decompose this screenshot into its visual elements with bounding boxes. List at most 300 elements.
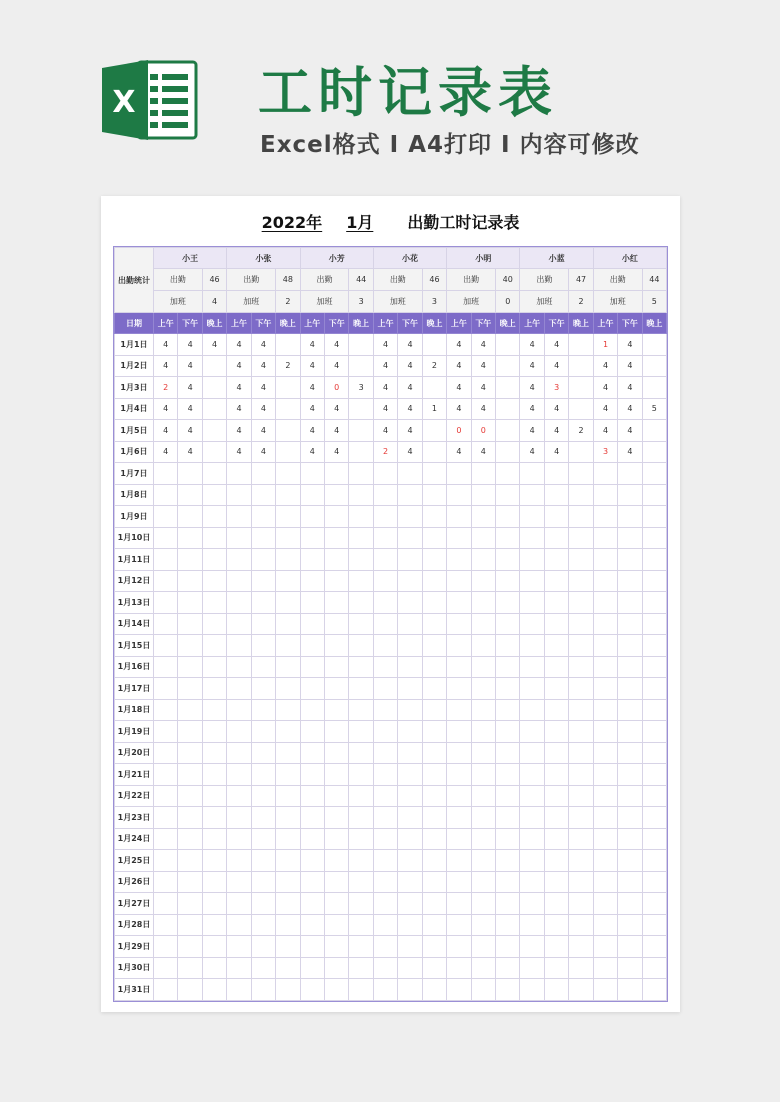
hour-cell[interactable] <box>618 592 642 614</box>
hour-cell[interactable] <box>373 506 397 528</box>
hour-cell[interactable] <box>422 678 446 700</box>
hour-cell[interactable]: 4 <box>154 355 178 377</box>
hour-cell[interactable]: 4 <box>251 398 275 420</box>
hour-cell[interactable] <box>422 549 446 571</box>
hour-cell[interactable] <box>349 678 373 700</box>
hour-cell[interactable] <box>398 506 422 528</box>
hour-cell[interactable] <box>642 807 666 829</box>
hour-cell[interactable] <box>471 957 495 979</box>
hour-cell[interactable] <box>471 785 495 807</box>
hour-cell[interactable] <box>471 549 495 571</box>
hour-cell[interactable] <box>544 850 568 872</box>
hour-cell[interactable] <box>544 721 568 743</box>
hour-cell[interactable] <box>227 484 251 506</box>
hour-cell[interactable]: 4 <box>325 420 349 442</box>
hour-cell[interactable] <box>227 613 251 635</box>
hour-cell[interactable] <box>373 549 397 571</box>
hour-cell[interactable] <box>593 463 617 485</box>
hour-cell[interactable] <box>398 742 422 764</box>
hour-cell[interactable] <box>300 871 324 893</box>
hour-cell[interactable] <box>496 699 520 721</box>
hour-cell[interactable] <box>325 592 349 614</box>
hour-cell[interactable]: 4 <box>178 398 202 420</box>
hour-cell[interactable] <box>154 484 178 506</box>
hour-cell[interactable] <box>373 742 397 764</box>
hour-cell[interactable] <box>154 785 178 807</box>
hour-cell[interactable] <box>520 699 544 721</box>
hour-cell[interactable] <box>569 807 593 829</box>
hour-cell[interactable] <box>496 914 520 936</box>
hour-cell[interactable] <box>300 613 324 635</box>
hour-cell[interactable] <box>569 957 593 979</box>
hour-cell[interactable] <box>520 592 544 614</box>
hour-cell[interactable]: 4 <box>593 355 617 377</box>
hour-cell[interactable] <box>373 699 397 721</box>
attend-total[interactable]: 48 <box>276 269 300 291</box>
hour-cell[interactable] <box>349 549 373 571</box>
hour-cell[interactable] <box>300 893 324 915</box>
hour-cell[interactable] <box>276 635 300 657</box>
hour-cell[interactable] <box>349 441 373 463</box>
hour-cell[interactable] <box>398 893 422 915</box>
hour-cell[interactable] <box>373 893 397 915</box>
hour-cell[interactable] <box>422 893 446 915</box>
worker-name[interactable]: 小张 <box>227 248 300 269</box>
hour-cell[interactable] <box>276 678 300 700</box>
hour-cell[interactable] <box>569 828 593 850</box>
hour-cell[interactable] <box>178 893 202 915</box>
hour-cell[interactable] <box>471 635 495 657</box>
hour-cell[interactable] <box>642 635 666 657</box>
hour-cell[interactable] <box>227 592 251 614</box>
hour-cell[interactable] <box>496 742 520 764</box>
hour-cell[interactable] <box>251 742 275 764</box>
hour-cell[interactable] <box>447 527 471 549</box>
hour-cell[interactable]: 3 <box>349 377 373 399</box>
hour-cell[interactable]: 4 <box>447 441 471 463</box>
hour-cell[interactable] <box>251 549 275 571</box>
hour-cell[interactable] <box>593 936 617 958</box>
hour-cell[interactable] <box>447 850 471 872</box>
hour-cell[interactable] <box>202 721 226 743</box>
hour-cell[interactable] <box>618 699 642 721</box>
hour-cell[interactable] <box>276 463 300 485</box>
hour-cell[interactable] <box>618 656 642 678</box>
hour-cell[interactable] <box>398 936 422 958</box>
hour-cell[interactable] <box>349 850 373 872</box>
hour-cell[interactable] <box>569 850 593 872</box>
hour-cell[interactable] <box>398 957 422 979</box>
hour-cell[interactable]: 4 <box>544 420 568 442</box>
hour-cell[interactable] <box>373 678 397 700</box>
hour-cell[interactable] <box>251 828 275 850</box>
hour-cell[interactable] <box>447 570 471 592</box>
hour-cell[interactable] <box>276 570 300 592</box>
hour-cell[interactable]: 4 <box>251 334 275 356</box>
hour-cell[interactable] <box>520 893 544 915</box>
hour-cell[interactable] <box>471 721 495 743</box>
hour-cell[interactable] <box>325 613 349 635</box>
hour-cell[interactable] <box>154 656 178 678</box>
hour-cell[interactable] <box>251 484 275 506</box>
hour-cell[interactable] <box>422 527 446 549</box>
hour-cell[interactable] <box>300 957 324 979</box>
hour-cell[interactable] <box>325 721 349 743</box>
hour-cell[interactable]: 4 <box>544 334 568 356</box>
hour-cell[interactable] <box>642 979 666 1001</box>
hour-cell[interactable] <box>227 635 251 657</box>
hour-cell[interactable] <box>422 506 446 528</box>
hour-cell[interactable]: 4 <box>300 334 324 356</box>
hour-cell[interactable] <box>325 463 349 485</box>
hour-cell[interactable] <box>520 828 544 850</box>
hour-cell[interactable] <box>422 484 446 506</box>
hour-cell[interactable] <box>593 742 617 764</box>
hour-cell[interactable] <box>447 936 471 958</box>
hour-cell[interactable] <box>471 484 495 506</box>
hour-cell[interactable] <box>447 484 471 506</box>
hour-cell[interactable] <box>325 871 349 893</box>
hour-cell[interactable] <box>520 936 544 958</box>
hour-cell[interactable] <box>373 570 397 592</box>
hour-cell[interactable] <box>227 850 251 872</box>
hour-cell[interactable] <box>276 979 300 1001</box>
hour-cell[interactable] <box>251 463 275 485</box>
hour-cell[interactable] <box>593 613 617 635</box>
hour-cell[interactable] <box>202 355 226 377</box>
hour-cell[interactable] <box>202 807 226 829</box>
hour-cell[interactable] <box>593 656 617 678</box>
hour-cell[interactable] <box>569 377 593 399</box>
hour-cell[interactable] <box>300 850 324 872</box>
hour-cell[interactable] <box>447 828 471 850</box>
hour-cell[interactable]: 4 <box>520 441 544 463</box>
hour-cell[interactable] <box>251 893 275 915</box>
hour-cell[interactable] <box>642 484 666 506</box>
hour-cell[interactable] <box>447 678 471 700</box>
hour-cell[interactable] <box>471 678 495 700</box>
hour-cell[interactable] <box>154 592 178 614</box>
hour-cell[interactable]: 4 <box>154 441 178 463</box>
hour-cell[interactable] <box>251 613 275 635</box>
hour-cell[interactable] <box>642 570 666 592</box>
hour-cell[interactable] <box>471 807 495 829</box>
hour-cell[interactable]: 4 <box>471 355 495 377</box>
hour-cell[interactable] <box>422 936 446 958</box>
hour-cell[interactable] <box>496 506 520 528</box>
hour-cell[interactable] <box>178 613 202 635</box>
hour-cell[interactable] <box>300 592 324 614</box>
hour-cell[interactable] <box>202 742 226 764</box>
hour-cell[interactable] <box>544 570 568 592</box>
hour-cell[interactable] <box>642 914 666 936</box>
hour-cell[interactable]: 4 <box>227 377 251 399</box>
hour-cell[interactable] <box>202 377 226 399</box>
hour-cell[interactable] <box>398 570 422 592</box>
hour-cell[interactable] <box>471 570 495 592</box>
hour-cell[interactable]: 4 <box>471 334 495 356</box>
hour-cell[interactable] <box>154 807 178 829</box>
hour-cell[interactable] <box>447 463 471 485</box>
hour-cell[interactable] <box>276 871 300 893</box>
hour-cell[interactable] <box>544 678 568 700</box>
hour-cell[interactable] <box>325 850 349 872</box>
hour-cell[interactable] <box>276 893 300 915</box>
hour-cell[interactable] <box>496 871 520 893</box>
hour-cell[interactable]: 4 <box>398 398 422 420</box>
hour-cell[interactable]: 4 <box>447 377 471 399</box>
hour-cell[interactable]: 4 <box>471 398 495 420</box>
hour-cell[interactable] <box>496 957 520 979</box>
hour-cell[interactable] <box>496 484 520 506</box>
hour-cell[interactable] <box>349 334 373 356</box>
hour-cell[interactable] <box>642 463 666 485</box>
hour-cell[interactable] <box>569 979 593 1001</box>
hour-cell[interactable] <box>398 656 422 678</box>
hour-cell[interactable] <box>178 592 202 614</box>
hour-cell[interactable] <box>178 699 202 721</box>
hour-cell[interactable] <box>544 914 568 936</box>
overtime-total[interactable]: 3 <box>422 291 446 313</box>
hour-cell[interactable]: 4 <box>154 334 178 356</box>
hour-cell[interactable] <box>544 463 568 485</box>
hour-cell[interactable] <box>422 828 446 850</box>
hour-cell[interactable] <box>300 549 324 571</box>
hour-cell[interactable]: 4 <box>618 398 642 420</box>
hour-cell[interactable]: 4 <box>227 420 251 442</box>
hour-cell[interactable] <box>593 914 617 936</box>
hour-cell[interactable] <box>618 635 642 657</box>
hour-cell[interactable] <box>178 463 202 485</box>
hour-cell[interactable]: 4 <box>300 398 324 420</box>
hour-cell[interactable] <box>300 678 324 700</box>
overtime-total[interactable]: 2 <box>569 291 593 313</box>
hour-cell[interactable] <box>642 420 666 442</box>
attend-total[interactable]: 46 <box>202 269 226 291</box>
hour-cell[interactable] <box>593 957 617 979</box>
hour-cell[interactable] <box>422 979 446 1001</box>
hour-cell[interactable] <box>276 592 300 614</box>
hour-cell[interactable] <box>398 699 422 721</box>
hour-cell[interactable] <box>496 764 520 786</box>
hour-cell[interactable] <box>618 914 642 936</box>
hour-cell[interactable] <box>593 828 617 850</box>
hour-cell[interactable] <box>325 979 349 1001</box>
hour-cell[interactable] <box>569 484 593 506</box>
hour-cell[interactable] <box>569 398 593 420</box>
hour-cell[interactable] <box>154 871 178 893</box>
hour-cell[interactable] <box>202 592 226 614</box>
hour-cell[interactable]: 4 <box>300 441 324 463</box>
hour-cell[interactable] <box>276 549 300 571</box>
hour-cell[interactable] <box>422 441 446 463</box>
hour-cell[interactable] <box>300 635 324 657</box>
hour-cell[interactable] <box>373 871 397 893</box>
hour-cell[interactable] <box>569 914 593 936</box>
hour-cell[interactable] <box>618 527 642 549</box>
hour-cell[interactable] <box>496 377 520 399</box>
hour-cell[interactable]: 4 <box>325 334 349 356</box>
hour-cell[interactable] <box>202 527 226 549</box>
hour-cell[interactable] <box>227 871 251 893</box>
hour-cell[interactable] <box>276 764 300 786</box>
hour-cell[interactable]: 4 <box>202 334 226 356</box>
hour-cell[interactable] <box>447 893 471 915</box>
hour-cell[interactable] <box>325 678 349 700</box>
hour-cell[interactable] <box>471 613 495 635</box>
hour-cell[interactable] <box>154 742 178 764</box>
hour-cell[interactable] <box>154 721 178 743</box>
hour-cell[interactable] <box>618 893 642 915</box>
hour-cell[interactable] <box>276 484 300 506</box>
hour-cell[interactable] <box>373 656 397 678</box>
hour-cell[interactable] <box>422 420 446 442</box>
hour-cell[interactable] <box>325 635 349 657</box>
hour-cell[interactable] <box>154 764 178 786</box>
hour-cell[interactable] <box>642 549 666 571</box>
hour-cell[interactable]: 4 <box>227 441 251 463</box>
hour-cell[interactable] <box>544 828 568 850</box>
hour-cell[interactable] <box>544 785 568 807</box>
hour-cell[interactable] <box>251 979 275 1001</box>
hour-cell[interactable]: 4 <box>154 398 178 420</box>
overtime-total[interactable]: 5 <box>642 291 666 313</box>
hour-cell[interactable] <box>569 721 593 743</box>
hour-cell[interactable] <box>544 527 568 549</box>
hour-cell[interactable]: 4 <box>325 355 349 377</box>
hour-cell[interactable] <box>373 828 397 850</box>
hour-cell[interactable] <box>618 764 642 786</box>
hour-cell[interactable] <box>325 699 349 721</box>
hour-cell[interactable] <box>349 807 373 829</box>
hour-cell[interactable] <box>520 656 544 678</box>
hour-cell[interactable] <box>300 656 324 678</box>
worker-name[interactable]: 小花 <box>373 248 446 269</box>
attend-total[interactable]: 44 <box>349 269 373 291</box>
hour-cell[interactable] <box>447 957 471 979</box>
hour-cell[interactable] <box>178 742 202 764</box>
hour-cell[interactable] <box>398 635 422 657</box>
hour-cell[interactable] <box>544 592 568 614</box>
hour-cell[interactable]: 4 <box>593 398 617 420</box>
hour-cell[interactable] <box>447 699 471 721</box>
hour-cell[interactable] <box>422 699 446 721</box>
hour-cell[interactable] <box>544 484 568 506</box>
hour-cell[interactable] <box>520 785 544 807</box>
hour-cell[interactable]: 4 <box>520 420 544 442</box>
hour-cell[interactable] <box>154 506 178 528</box>
hour-cell[interactable] <box>276 613 300 635</box>
hour-cell[interactable] <box>447 721 471 743</box>
hour-cell[interactable] <box>398 484 422 506</box>
hour-cell[interactable] <box>496 850 520 872</box>
hour-cell[interactable] <box>325 893 349 915</box>
hour-cell[interactable] <box>202 828 226 850</box>
hour-cell[interactable] <box>422 914 446 936</box>
hour-cell[interactable] <box>593 635 617 657</box>
hour-cell[interactable] <box>422 463 446 485</box>
hour-cell[interactable] <box>325 957 349 979</box>
hour-cell[interactable] <box>593 785 617 807</box>
hour-cell[interactable] <box>227 957 251 979</box>
hour-cell[interactable] <box>520 678 544 700</box>
hour-cell[interactable] <box>520 527 544 549</box>
hour-cell[interactable] <box>300 914 324 936</box>
hour-cell[interactable] <box>349 893 373 915</box>
hour-cell[interactable] <box>496 398 520 420</box>
hour-cell[interactable] <box>544 807 568 829</box>
hour-cell[interactable] <box>496 721 520 743</box>
hour-cell[interactable] <box>398 592 422 614</box>
hour-cell[interactable] <box>300 979 324 1001</box>
hour-cell[interactable] <box>642 850 666 872</box>
hour-cell[interactable] <box>325 936 349 958</box>
hour-cell[interactable] <box>325 506 349 528</box>
hour-cell[interactable] <box>276 699 300 721</box>
hour-cell[interactable] <box>618 549 642 571</box>
hour-cell[interactable] <box>471 506 495 528</box>
hour-cell[interactable] <box>593 807 617 829</box>
hour-cell[interactable]: 4 <box>618 441 642 463</box>
hour-cell[interactable] <box>496 420 520 442</box>
hour-cell[interactable] <box>251 699 275 721</box>
hour-cell[interactable] <box>227 506 251 528</box>
hour-cell[interactable] <box>178 527 202 549</box>
hour-cell[interactable] <box>496 334 520 356</box>
hour-cell[interactable] <box>349 506 373 528</box>
hour-cell[interactable] <box>496 678 520 700</box>
hour-cell[interactable] <box>373 764 397 786</box>
hour-cell[interactable] <box>202 398 226 420</box>
hour-cell[interactable]: 4 <box>618 334 642 356</box>
hour-cell[interactable] <box>447 742 471 764</box>
hour-cell[interactable] <box>569 527 593 549</box>
hour-cell[interactable] <box>471 764 495 786</box>
hour-cell[interactable]: 0 <box>447 420 471 442</box>
sheet-month[interactable]: 1月 <box>346 213 374 232</box>
hour-cell[interactable] <box>276 850 300 872</box>
hour-cell[interactable] <box>447 613 471 635</box>
hour-cell[interactable] <box>202 420 226 442</box>
hour-cell[interactable]: 4 <box>520 334 544 356</box>
hour-cell[interactable] <box>618 850 642 872</box>
hour-cell[interactable] <box>154 570 178 592</box>
hour-cell[interactable] <box>496 979 520 1001</box>
overtime-total[interactable]: 2 <box>276 291 300 313</box>
hour-cell[interactable] <box>349 742 373 764</box>
hour-cell[interactable]: 4 <box>398 441 422 463</box>
hour-cell[interactable] <box>202 613 226 635</box>
hour-cell[interactable] <box>642 742 666 764</box>
hour-cell[interactable] <box>471 828 495 850</box>
hour-cell[interactable] <box>349 914 373 936</box>
hour-cell[interactable] <box>373 484 397 506</box>
hour-cell[interactable]: 4 <box>227 355 251 377</box>
hour-cell[interactable] <box>178 549 202 571</box>
hour-cell[interactable] <box>227 979 251 1001</box>
hour-cell[interactable] <box>300 699 324 721</box>
hour-cell[interactable]: 2 <box>422 355 446 377</box>
hour-cell[interactable] <box>496 936 520 958</box>
hour-cell[interactable] <box>227 721 251 743</box>
hour-cell[interactable] <box>300 506 324 528</box>
hour-cell[interactable] <box>202 484 226 506</box>
hour-cell[interactable] <box>593 506 617 528</box>
hour-cell[interactable] <box>544 506 568 528</box>
hour-cell[interactable] <box>569 334 593 356</box>
hour-cell[interactable] <box>276 914 300 936</box>
hour-cell[interactable] <box>642 506 666 528</box>
